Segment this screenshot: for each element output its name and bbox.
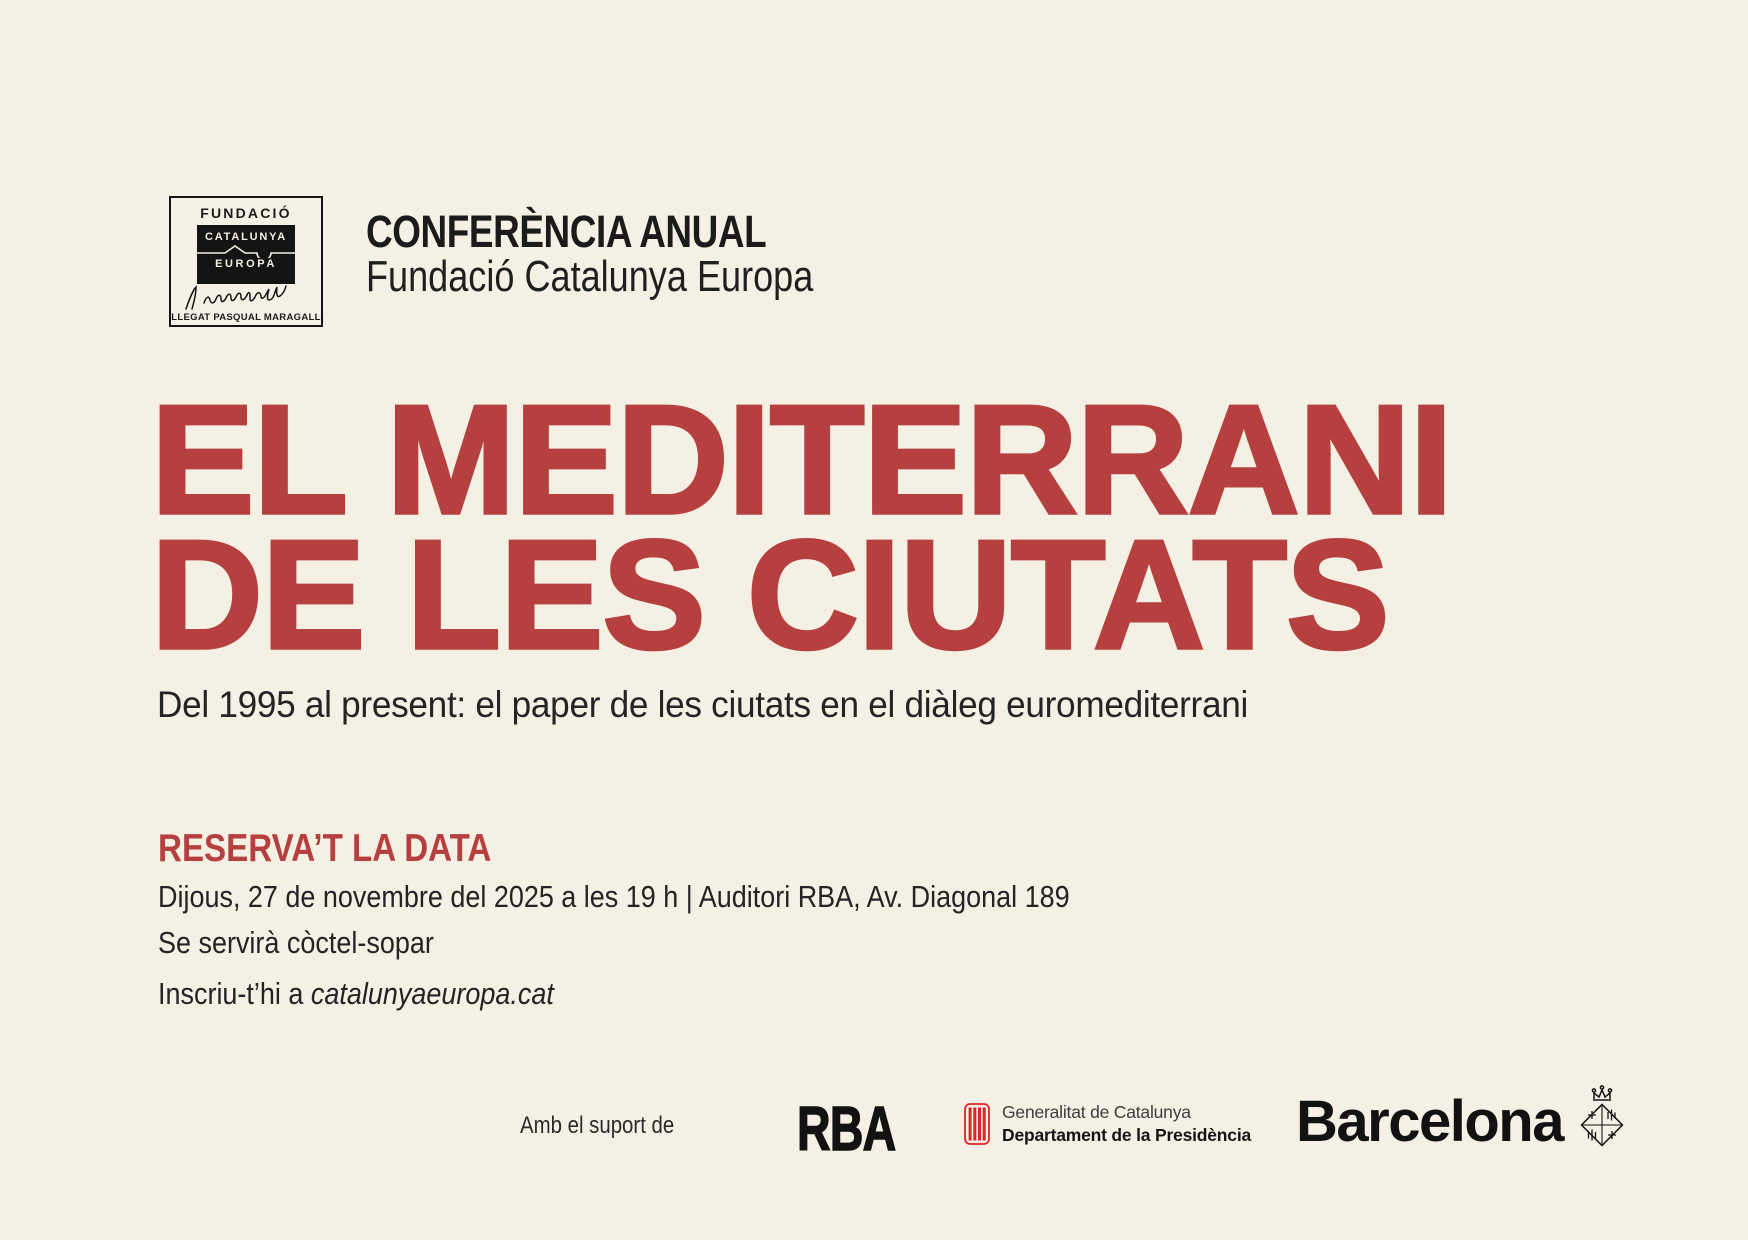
fce-logo-catalunya: CATALUNYA [205, 231, 287, 243]
generalitat-logo [964, 1101, 1251, 1147]
organization-name: Fundació Catalunya Europa [366, 252, 814, 301]
signup-line [158, 976, 554, 1012]
fce-logo-mark [197, 225, 295, 284]
senyera-stripes-icon [964, 1103, 990, 1145]
barcelona-crest-icon [1577, 1084, 1627, 1152]
skyline-puzzle-divider-icon [197, 244, 295, 258]
fce-logo-europa: EUROPA [215, 258, 277, 270]
fce-logo [169, 196, 323, 327]
event-details [158, 874, 1070, 966]
event-title-line1: EL MEDITERRANI [151, 373, 1452, 546]
event-kicker: CONFERÈNCIA ANUAL [366, 206, 767, 257]
event-title [151, 373, 1452, 681]
generalitat-name: Generalitat de Catalunya [1002, 1102, 1191, 1122]
support-label: Amb el suport de [520, 1112, 675, 1139]
event-dinner-note: Se servirà còctel-sopar [158, 925, 434, 960]
signup-url: catalunyaeuropa.cat [310, 976, 554, 1011]
rba-logo: RBA [797, 1095, 896, 1164]
barcelona-wordmark: Barcelona [1296, 1089, 1563, 1154]
fce-logo-fundacio: FUNDACIÓ [200, 205, 292, 221]
save-the-date-heading: RESERVA’T LA DATA [158, 827, 492, 870]
event-title-line2: DE LES CIUTATS [151, 508, 1389, 681]
maragall-signature-icon [180, 285, 312, 311]
fce-logo-caption: LLEGAT PASQUAL MARAGALL [171, 312, 321, 323]
event-datetime-venue: Dijous, 27 de novembre del 2025 a les 19 h | Auditori RBA, Av. Diagonal 189 [158, 879, 1070, 914]
generalitat-department: Departament de la Presidència [1002, 1125, 1252, 1145]
generalitat-text [1002, 1101, 1251, 1147]
event-subtitle: Del 1995 al present: el paper de les ciutats en el diàleg euromediterrani [157, 684, 1249, 725]
signup-prefix: Inscriu-t’hi a [158, 976, 304, 1011]
